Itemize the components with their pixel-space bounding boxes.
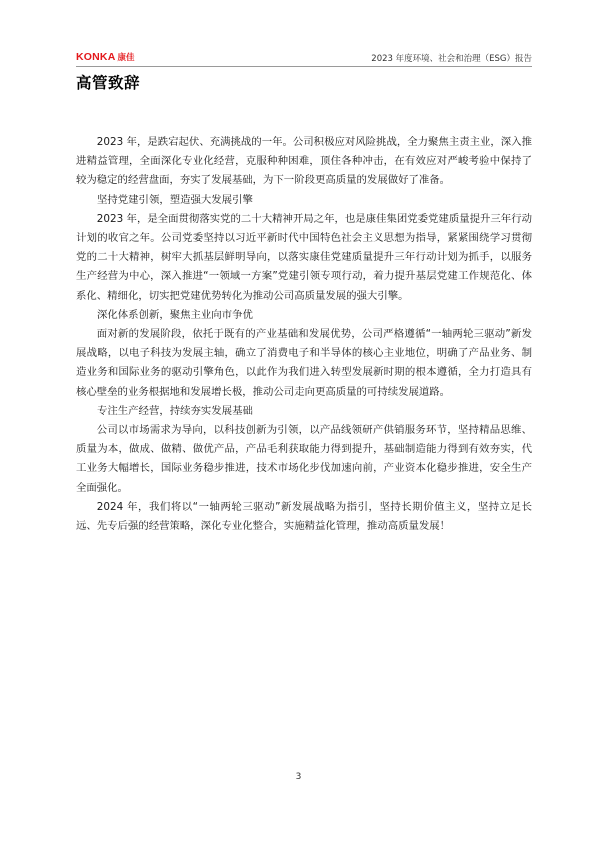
konka-logo — [76, 50, 135, 64]
page-title: 高管致辞 — [76, 74, 141, 92]
paragraph: 2024 年，我们将以“一轴两轮三驱动”新发展战略为指引，坚持长期价值主义，坚持立足长远、先专后强的经营策略，深化专业化整合，实施精益化管理，推动高质量发展！ — [76, 500, 532, 533]
page-number: 3 — [295, 772, 302, 782]
logo-wordmark: KONKA — [76, 51, 116, 63]
header-divider — [76, 66, 532, 67]
paragraph: 2023 年，是跌宕起伏、充满挑战的一年。公司积极应对风险挑战，全力聚焦主责主业，深入推进精益管理，全面深化专业化经营，克服种种困难，顶住各种冲击，在有效应对严峻考验中保持了较为稳定的经营盘面，夯实了发展基础，为下一阶段更高质量的发展做好了准备。 — [76, 136, 532, 187]
letter-body — [76, 133, 532, 536]
paragraph: 2023 年，是全面贯彻落实党的二十大精神开局之年，也是康佳集团党委党建质量提升三年行动计划的收官之年。公司党委坚持以习近平新时代中国特色社会主义思想为指导，紧紧围绕学习贯彻党的二十大精神，树牢大抓基层鲜明导向，以落实康佳党建质量提升三年行动计划为抓手，以服务生产经营为中心，深入推进“一领域一方案”党建引领专项行动，着力提升基层党建工作规范化、体系化、精细化，切实把党建优势转化为推动公司高质量发展的强大引擎。 — [76, 212, 532, 302]
section-subheading: 深化体系创新，聚焦主业向市争优 — [97, 308, 253, 321]
section-subheading: 坚持党建引领，塑造强大发展引擎 — [97, 193, 253, 206]
section-subheading: 专注生产经营，持续夯实发展基础 — [97, 404, 253, 417]
logo-chinese-name: 康佳 — [117, 53, 135, 63]
report-title: 2023 年度环境、社会和治理（ESG）报告 — [371, 54, 532, 64]
paragraph: 面对新的发展阶段，依托于既有的产业基础和发展优势，公司严格遵循“一轴两轮三驱动”新发展战略，以电子科技为发展主轴，确立了消费电子和半导体的核心主业地位，明确了产品业务、制造业务和国际业务的驱动引擎角色，以此作为我们进入转型发展新时期的根本遵循，全力打造具有核心壁垒的业务根据地和发展增长极，推动公司走向更高质量的可持续发展道路。 — [76, 328, 532, 398]
paragraph: 公司以市场需求为导向，以科技创新为引领，以产品线领研产供销服务环节，坚持精品思维、质量为本，做成、做精、做优产品，产品毛利获取能力得到提升，基础制造能力得到有效夯实，代工业务大幅增长，国际业务稳步推进，技术市场化步伐加速向前，产业资本化稳步推进，安全生产全面强化。 — [76, 424, 532, 494]
page-header — [76, 50, 532, 66]
